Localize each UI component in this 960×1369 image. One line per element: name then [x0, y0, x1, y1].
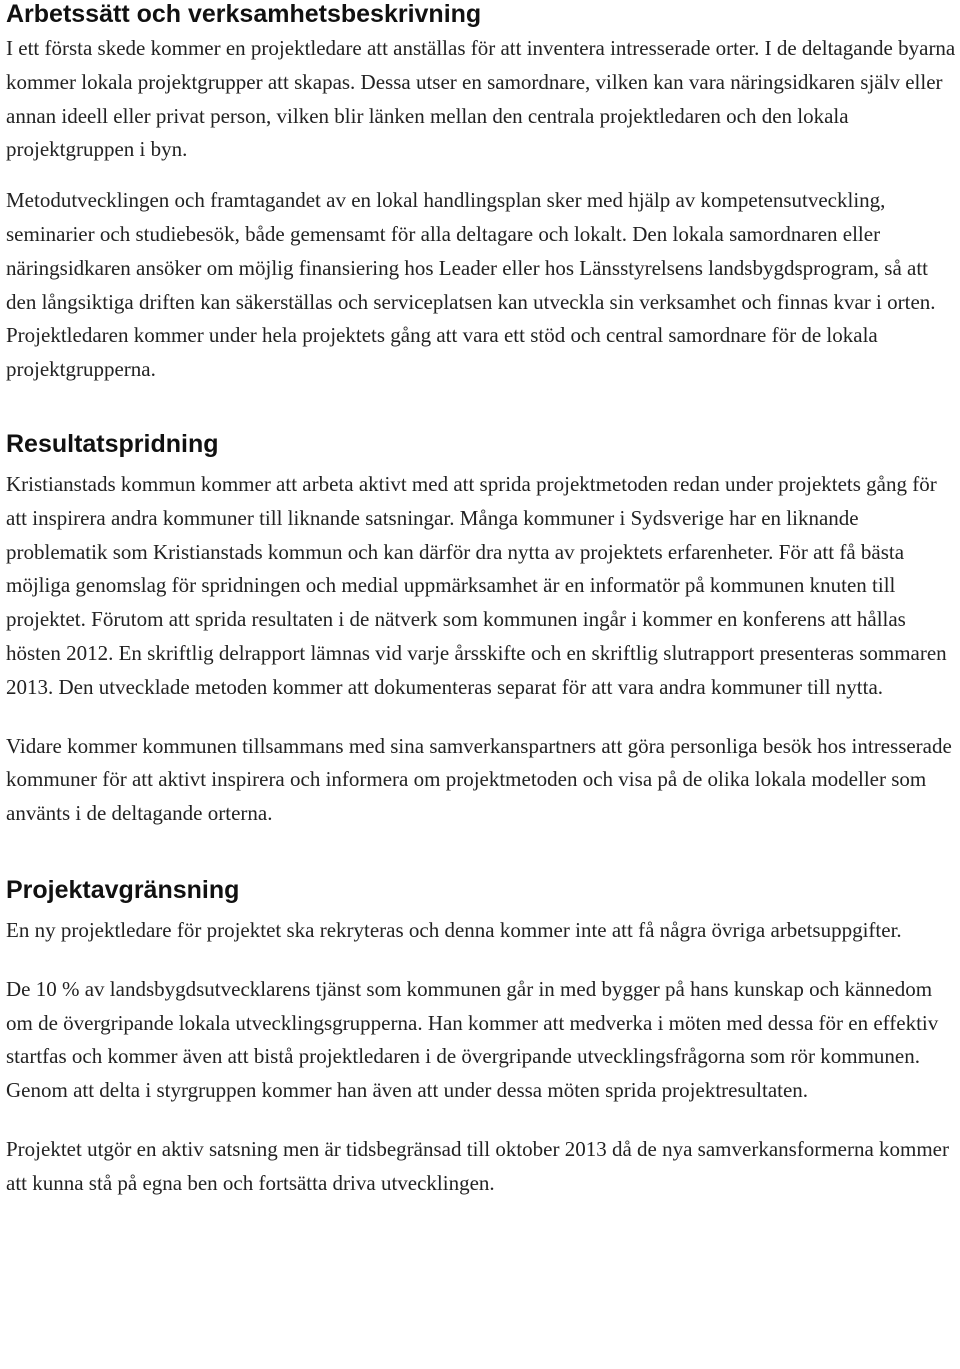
paragraph: En ny projektledare för projektet ska rekryteras och denna kommer inte att få några övriga arbetsuppgifter.: [6, 917, 902, 942]
document-page: [6, 0, 958, 1201]
paragraph: I ett första skede kommer en projektledare att anställas för att inventera intresserade orter. I de deltagande byarna kommer lokala projektgrupper att skapas. Dessa utser en samordnare, vilken kan vara näringsidkaren själv eller annan ideell eller privat person, vilken blir länken mellan den centrala projektledaren och den lokala projektgruppen i byn.: [6, 36, 956, 162]
paragraph: Kristianstads kommun kommer att arbeta aktivt med att sprida projektmetoden redan under projektets gång för att inspirera andra kommuner till liknande satsningar. Många kommuner i Sydsverige har en liknande problematik som Kristianstads kommun och kan därför dra nytta av projektets erfarenheter. För att få bästa möjliga genomslag för spridningen och medial uppmärksamhet är en informatör på kommunen knuten till projektet. Förutom att sprida resultaten i de nätverk som kommunen ingår i kommer en konferens att hållas hösten 2012. En skriftlig delrapport lämnas vid varje årsskifte och en skriftlig slutrapport presenteras sommaren 2013. Den utvecklade metoden kommer att dokumenteras separat för att vara andra kommuner till nytta.: [6, 471, 947, 699]
section-heading: Projektavgränsning: [6, 875, 240, 904]
paragraph: Metodutvecklingen och framtagandet av en lokal handlingsplan sker med hjälp av kompetensutveckling, seminarier och studiebesök, både gemensamt för alla deltagare och lokalt. Den lokala samordnaren eller näringsidkaren ansöker om möjlig finansiering hos Leader eller hos Länsstyrelsens landsbygdsprogram, så att den långsiktiga driften kan säkerställas och serviceplatsen kan utveckla sin verksamhet och finnas kvar i orten. Projektledaren kommer under hela projektets gång att vara ett stöd och central samordnare för de lokala projektgrupperna.: [6, 188, 936, 382]
paragraph: Projektet utgör en aktiv satsning men är tidsbegränsad till oktober 2013 då de nya samverkansformerna kommer att kunna stå på egna ben och fortsätta driva utvecklingen.: [6, 1136, 950, 1195]
section-heading: Arbetssätt och verksamhetsbeskrivning: [6, 0, 482, 28]
paragraph: Vidare kommer kommunen tillsammans med sina samverkanspartners att göra personliga besök hos intresserade kommuner för att aktivt inspirera och informera om projektmetoden och visa på de olika lokala modeller som använts i de deltagande orterna.: [6, 733, 952, 826]
section-projektavgransning: [6, 876, 958, 1201]
section-heading: Resultatspridning: [6, 429, 219, 458]
section-arbetssatt: [6, 0, 958, 387]
paragraph: De 10 % av landsbygdsutvecklarens tjänst som kommunen går in med bygger på hans kunskap och kännedom om de övergripande lokala utvecklingsgrupperna. Han kommer att medverka i möten med dessa för en effektiv startfas och kommer även att bistå projektledaren i de övergripande utvecklingsfrågorna som rör kommunen. Genom att delta i styrgruppen kommer han även att under dessa möten sprida projektresultaten.: [6, 976, 939, 1103]
section-resultatspridning: [6, 430, 958, 831]
